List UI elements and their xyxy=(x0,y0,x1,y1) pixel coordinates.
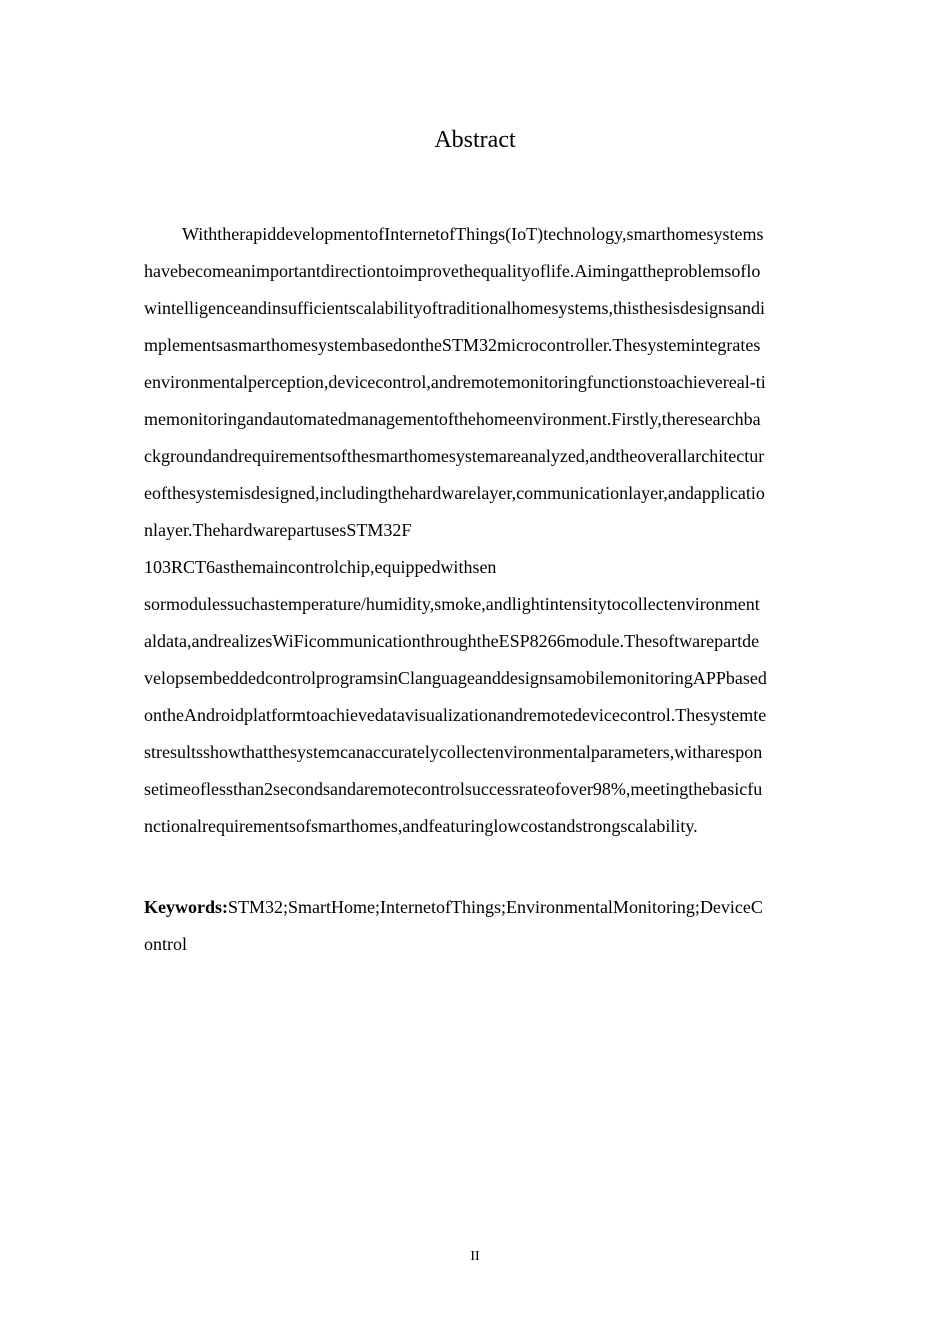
abstract-line: nlayer.ThehardwarepartusesSTM32F xyxy=(144,520,412,540)
abstract-body xyxy=(144,216,816,845)
abstract-line: havebecomeanimportantdirectiontoimprovethequalityoflife.Aimingattheproblemsoflo xyxy=(144,261,761,281)
keywords-line xyxy=(144,889,816,926)
abstract-line: aldata,andrealizesWiFicommunicationthroughtheESP8266module.Thesoftwarepartde xyxy=(144,631,760,651)
page-title: Abstract xyxy=(434,127,516,153)
abstract-line: WiththerapiddevelopmentofInternetofThings(IoT)technology,smarthomesystems xyxy=(182,224,764,244)
abstract-line: stresultsshowthatthesystemcanaccuratelycollectenvironmentalparameters,witharespon xyxy=(144,742,763,762)
abstract-line: wintelligenceandinsufficientscalabilityoftraditionalhomesystems,thisthesisdesignsandi xyxy=(144,298,766,318)
abstract-line: setimeoflessthan2secondsandaremotecontrolsuccessrateofover98%,meetingthebasicfu xyxy=(144,779,763,799)
abstract-line: nctionalrequirementsofsmarthomes,andfeaturinglowcostandstrongscalability. xyxy=(144,816,698,836)
keywords-label: Keywords: xyxy=(144,897,228,917)
page-number: II xyxy=(470,1249,480,1264)
abstract-line: ckgroundandrequirementsofthesmarthomesystemareanalyzed,andtheoverallarchitectur xyxy=(144,446,765,466)
abstract-line: ontheAndroidplatformtoachievedatavisualizationandremotedevicecontrol.Thesystemte xyxy=(144,705,767,725)
abstract-line: 103RCT6asthemaincontrolchip,equippedwithsen xyxy=(144,557,497,577)
abstract-line: velopsembeddedcontrolprogramsinClanguageanddesignsamobilemonitoringAPPbased xyxy=(144,668,767,688)
abstract-line: memonitoringandautomatedmanagementofthehomeenvironment.Firstly,theresearchba xyxy=(144,409,761,429)
abstract-line: sormodulessuchastemperature/humidity,smoke,andlightintensitytocollectenvironment xyxy=(144,594,760,614)
keywords-section xyxy=(144,889,816,963)
abstract-line: environmentalperception,devicecontrol,andremotemonitoringfunctionstoachievereal-ti xyxy=(144,372,766,392)
keywords-text: STM32;SmartHome;InternetofThings;EnvironmentalMonitoring;DeviceC xyxy=(228,897,763,917)
keywords-line: ontrol xyxy=(144,934,187,954)
abstract-line: eofthesystemisdesigned,includingthehardwarelayer,communicationlayer,andapplicatio xyxy=(144,483,765,503)
abstract-line: mplementsasmarthomesystembasedontheSTM32microcontroller.Thesystemintegrates xyxy=(144,335,761,355)
